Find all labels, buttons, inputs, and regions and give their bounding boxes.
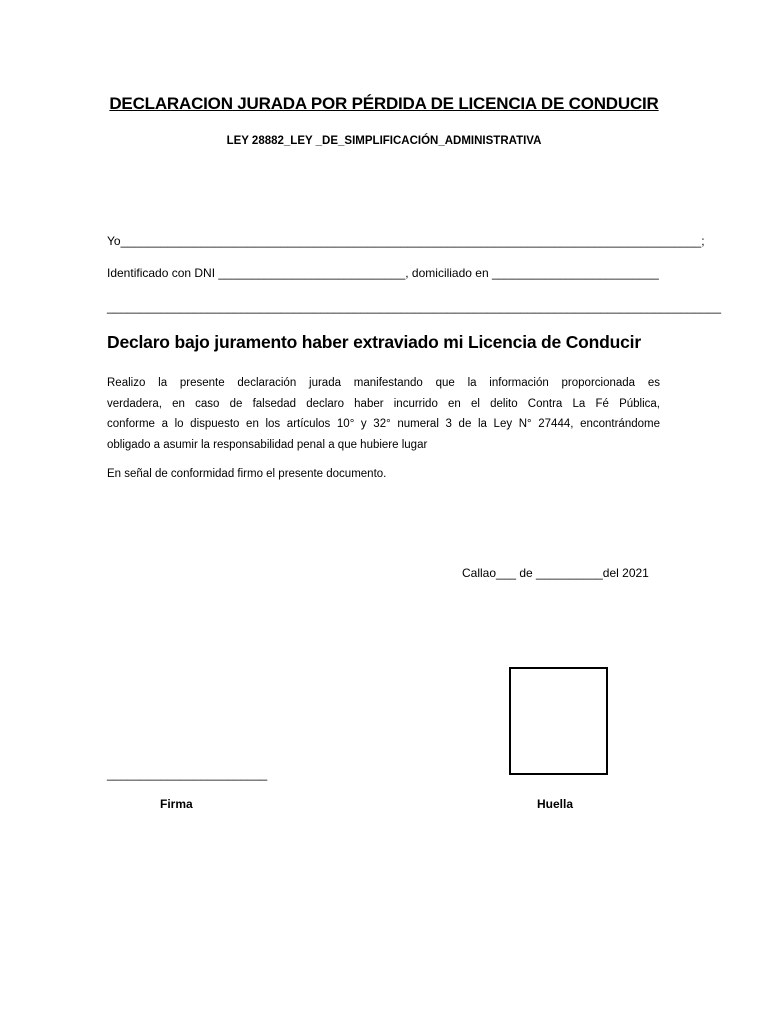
document-title: DECLARACION JURADA POR PÉRDIDA DE LICENCIA DE CONDUCIR [109, 94, 659, 113]
signature-label: Firma [160, 797, 193, 811]
address-continuation-line: ____________________________________________________________________________________________ [107, 300, 721, 314]
paragraph-line: conforme a lo dispuesto en los artículos 10° y 32° numeral 3 de la Ley N° 27444, encontrándome [107, 418, 660, 431]
thumbprint-label: Huella [537, 797, 574, 811]
declaration-paragraph [107, 373, 660, 456]
name-field-line: Yo_______________________________________________________________________________________; [107, 234, 705, 248]
conformity-statement: En señal de conformidad firmo el presente documento. [107, 468, 387, 480]
paragraph-line: Realizo la presente declaración jurada manifestando que la información proporcionada es [107, 377, 660, 389]
thumbprint-box [509, 667, 608, 775]
place-date-line: Callao___ de __________del 2021 [462, 566, 649, 580]
declaration-heading: Declaro bajo juramento haber extraviado mi Licencia de Conducir [107, 332, 641, 352]
dni-address-field-line: Identificado con DNI ____________________________, domiciliado en _________________________ [107, 266, 659, 280]
paragraph-line: verdadera, en caso de falsedad declaro haber incurrido en el delito Contra La Fé Pública, [107, 397, 660, 410]
document-subtitle: LEY 28882_LEY _DE_SIMPLIFICACIÓN_ADMINISTRATIVA [226, 135, 542, 147]
paragraph-line: obligado a asumir la responsabilidad penal a que hubiere lugar [107, 439, 428, 452]
signature-line: ________________________ [107, 767, 268, 781]
